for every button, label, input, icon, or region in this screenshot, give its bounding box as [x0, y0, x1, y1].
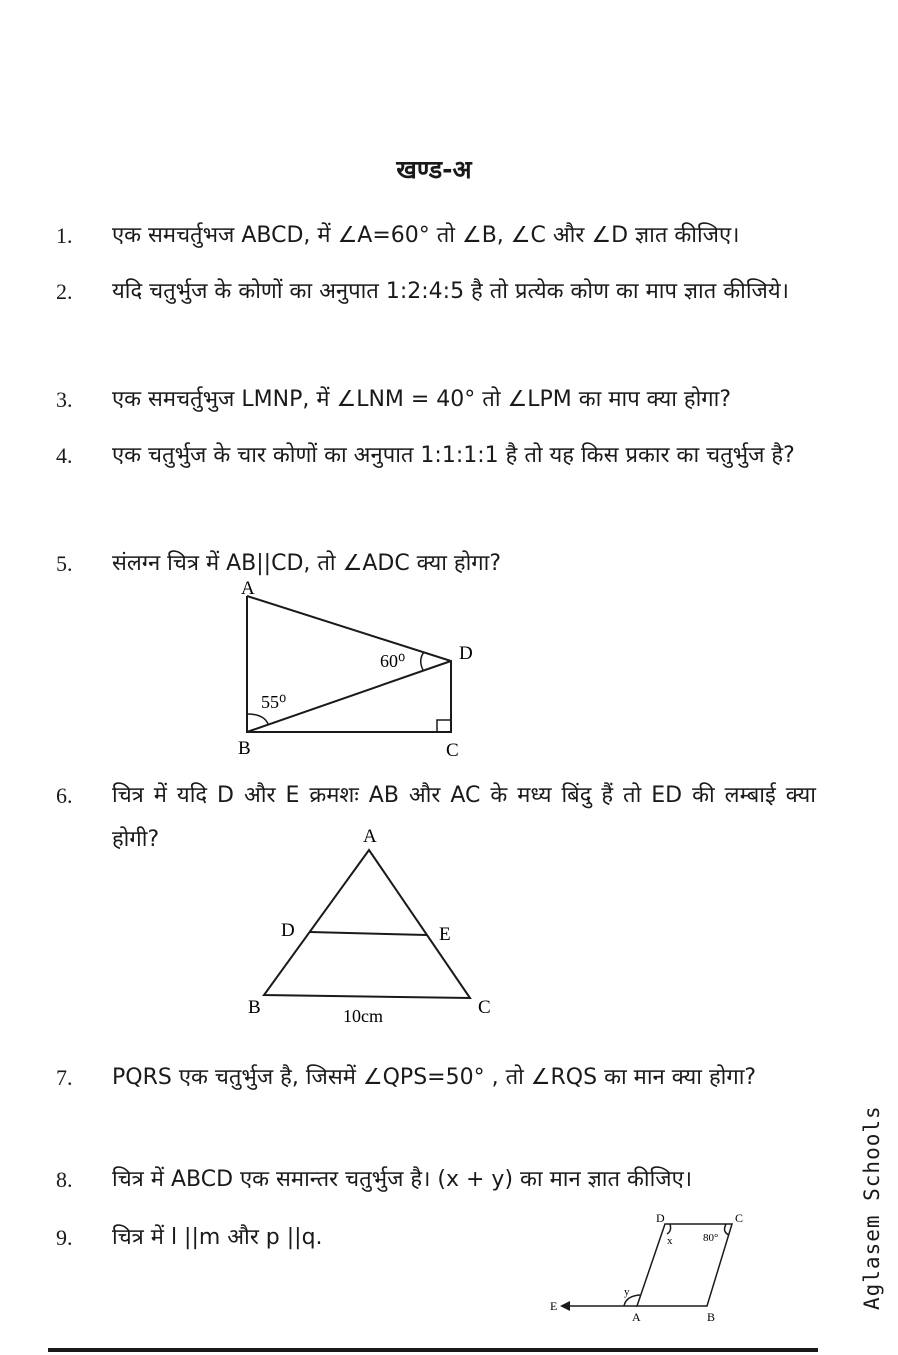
vertex-b: B [707, 1310, 716, 1324]
footer-divider [48, 1348, 818, 1352]
vertex-b: B [248, 997, 261, 1018]
question-text: एक समचर्तुभुज LMNP, में ∠LNM = 40° तो ∠LPM का माप क्या होगा? [112, 387, 732, 412]
base-length-label: 10cm [343, 1006, 383, 1026]
question-text: PQRS एक चतुर्भुज है, जिसमें ∠QPS=50° , तो ∠RQS का मान क्या होगा? [112, 1065, 757, 1090]
question-number: 4. [56, 443, 73, 468]
vertex-c: C [735, 1211, 744, 1225]
vertex-d: D [656, 1211, 665, 1225]
point-e: E [439, 924, 451, 945]
question-number: 1. [56, 223, 73, 248]
question-text: चित्र में l ||m और p ||q. [112, 1225, 323, 1250]
angle-label-x: x [667, 1235, 673, 1247]
question-number: 9. [56, 1225, 73, 1250]
point-e: E [550, 1299, 558, 1313]
angle-label-d: 60⁰ [380, 651, 406, 671]
figure-q8 [540, 1204, 760, 1329]
question-text: चित्र में ABCD एक समान्तर चतुर्भुज है। (x + y) का मान ज्ञात कीजिए। [112, 1167, 693, 1192]
question-2 [56, 270, 816, 314]
watermark-brand: Aglasem Schools [860, 1105, 884, 1310]
arrow-left-icon [560, 1301, 570, 1311]
vertex-c: C [446, 740, 459, 761]
question-number: 8. [56, 1167, 73, 1192]
question-text: यदि चतुर्भुज के कोणों का अनुपात 1:2:4:5 है तो प्रत्येक कोण का माप ज्ञात कीजिये। [112, 279, 789, 304]
question-text: चित्र में यदि D और E क्रमशः AB और AC के मध्य बिंदु हैं तो ED की लम्बाई क्या होगी? [112, 783, 816, 852]
angle-label-c: 80° [703, 1232, 719, 1244]
angle-arc-b [247, 714, 268, 724]
vertex-a: A [363, 826, 377, 847]
angle-arc-d [421, 652, 424, 670]
figure-q6 [240, 820, 510, 1030]
angle-arc-c [725, 1224, 729, 1235]
question-number: 5. [56, 551, 73, 576]
question-number: 7. [56, 1065, 73, 1090]
angle-label-b: 55⁰ [261, 692, 287, 712]
section-heading: खण्ड-अ [396, 155, 472, 184]
vertex-b: B [238, 738, 251, 759]
question-1 [56, 214, 816, 258]
vertex-a: A [241, 578, 255, 599]
question-number: 3. [56, 387, 73, 412]
segment-de [310, 932, 427, 935]
question-7 [56, 1056, 816, 1100]
question-text: एक चतुर्भुज के चार कोणों का अनुपात 1:1:1:1 है तो यह किस प्रकार का चतुर्भुज है? [112, 443, 795, 468]
angle-label-y: y [624, 1286, 630, 1298]
question-8 [56, 1158, 816, 1202]
question-text: संलग्न चित्र में AB||CD, तो ∠ADC क्या होगा? [112, 551, 502, 576]
point-d: D [281, 920, 295, 941]
angle-arc-d [667, 1224, 671, 1234]
question-4 [56, 434, 816, 478]
vertex-c: C [478, 997, 491, 1018]
figure-q5 [228, 574, 488, 764]
vertex-a: A [632, 1310, 641, 1324]
right-angle-mark [437, 720, 451, 732]
vertex-d: D [459, 643, 473, 664]
question-number: 6. [56, 783, 73, 808]
question-number: 2. [56, 279, 73, 304]
question-3 [56, 378, 816, 422]
question-text: एक समचर्तुभज ABCD, में ∠A=60° तो ∠B, ∠C और ∠D ज्ञात कीजिए। [112, 223, 740, 248]
